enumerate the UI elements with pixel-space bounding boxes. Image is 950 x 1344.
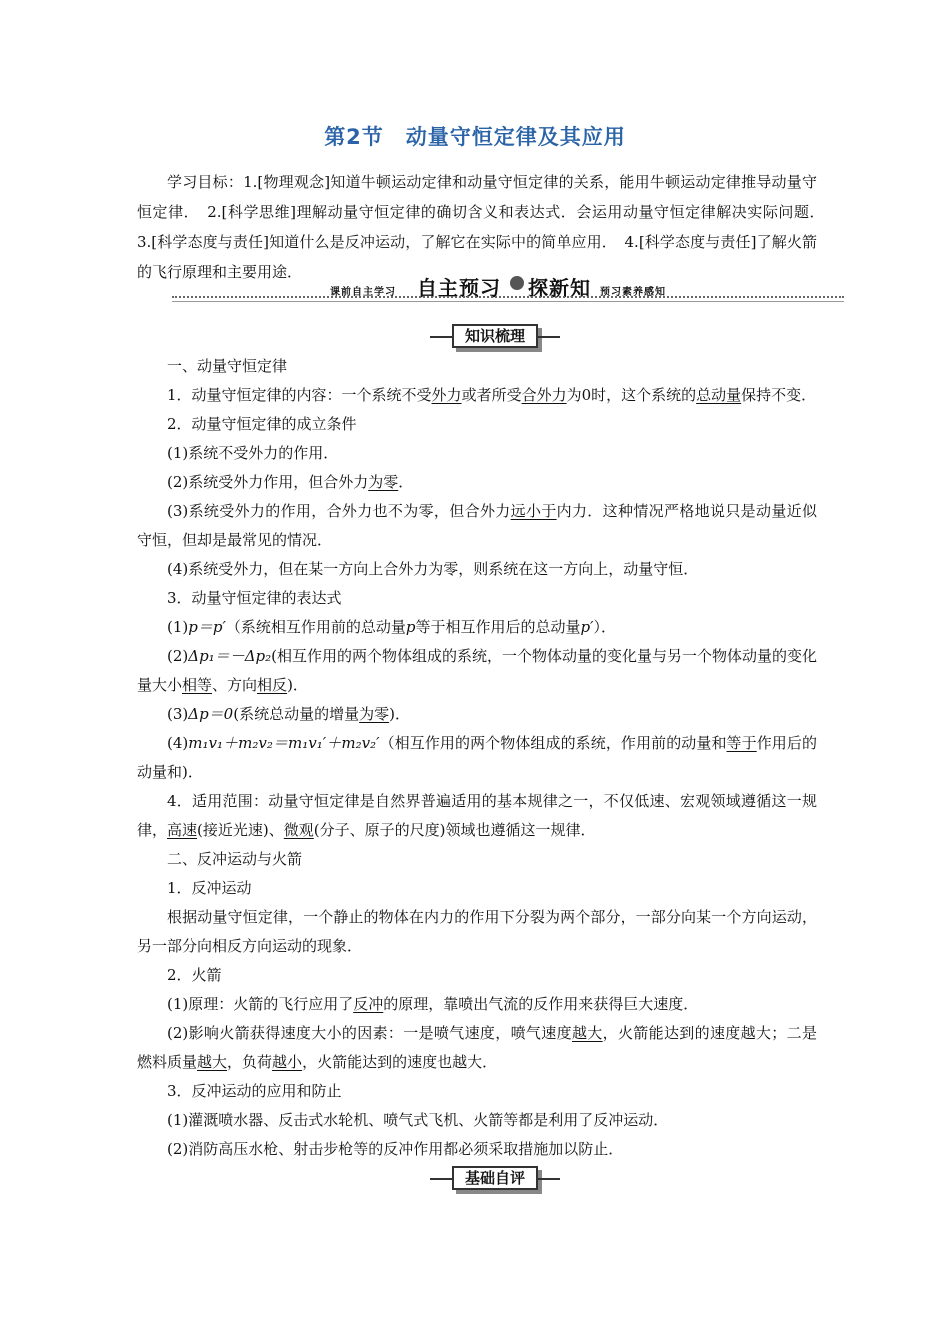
banner-divider	[172, 296, 844, 302]
page-title: 第2节 动量守恒定律及其应用	[324, 125, 626, 149]
paragraph-16: (1)原理：火箭的飞行应用了反冲的原理，靠喷出气流的反作用来获得巨大速度．	[167, 995, 699, 1013]
banner-left-text: 课前自主学习	[330, 287, 396, 298]
paragraph-4: (2)系统受外力作用，但合外力为零．	[167, 473, 414, 491]
paragraph-7: 3．动量守恒定律的表达式	[167, 589, 342, 607]
tag-line-left	[430, 336, 452, 338]
paragraph-19: (1)灌溉喷水器、反击式水轮机、喷气式飞机、火箭等都是利用了反冲运动．	[167, 1111, 669, 1129]
main-content	[137, 352, 817, 1164]
heading-1: 一、动量守恒定律	[167, 357, 288, 375]
learning-goals: 学习目标：1.[物理观念]知道牛顿运动定律和动量守恒定律的关系，能用牛顿运动定律推导动量守恒定律． 2.[科学思维]理解动量守恒定律的确切含义和表达式．会运用动量守恒定律解决实际问题． 3.[科学态度与责任]知道什么是反冲运动，了解它在实际中的简单应用． 4.[科学态度与责任]了解火箭的飞行原理和主要用途．	[137, 173, 833, 281]
tag-line-right	[538, 1178, 560, 1180]
banner-right-text: 预习素养感知	[600, 287, 666, 298]
paragraph-1: 1．动量守恒定律的内容：一个系统不受外力或者所受合外力为0时，这个系统的总动量保持不变．	[167, 386, 817, 404]
section-title-knowledge: 知识梳理	[452, 324, 538, 348]
formula-3: (3)Δp＝0(系统总动量的增量为零)．	[167, 705, 410, 723]
section-title-self-assessment: 基础自评	[452, 1166, 538, 1190]
heading-2: 二、反冲运动与火箭	[167, 850, 303, 868]
formula-4: (4)m₁v₁＋m₂v₂＝m₁v₁′＋m₂v₂′（相互作用的两个物体组成的系统，作用前的动量和等于作用后的动量和)．	[137, 734, 817, 781]
banner-main-text: 自主预习	[417, 276, 501, 300]
paragraph-2: 2．动量守恒定律的成立条件	[167, 415, 357, 433]
section-banner	[172, 272, 844, 302]
paragraph-17: (2)影响火箭获得速度大小的因素：一是喷气速度，喷气速度越大，火箭能达到的速度越大；二是燃料质量越大，负荷越小，火箭能达到的速度也越大．	[137, 1024, 817, 1071]
paragraph-18: 3．反冲运动的应用和防止	[167, 1082, 342, 1100]
section-tag-knowledge	[430, 324, 560, 348]
paragraph-3: (1)系统不受外力的作用．	[167, 444, 339, 462]
paragraph-13: 1．反冲运动	[167, 879, 252, 897]
paragraph-5: (3)系统受外力的作用，合外力也不为零，但合外力远小于内力．这种情况严格地说只是动量近似守恒，但却是最常见的情况．	[137, 502, 817, 549]
banner-main-text-2: 探新知	[528, 276, 591, 300]
formula-2: (2)Δp₁＝－Δp₂(相互作用的两个物体组成的系统，一个物体动量的变化量与另一个物体动量的变化量大小相等、方向相反)．	[137, 647, 818, 694]
paragraph-20: (2)消防高压水枪、射击步枪等的反冲作用都必须采取措施加以防止．	[167, 1140, 624, 1158]
tag-line-right	[538, 336, 560, 338]
section-tag-self-assessment	[430, 1166, 560, 1190]
paragraph-6: (4)系统受外力，但在某一方向上合外力为零，则系统在这一方向上，动量守恒．	[167, 560, 699, 578]
tag-line-left	[430, 1178, 452, 1180]
paragraph-scope: 4．适用范围：动量守恒定律是自然界普遍适用的基本规律之一，不仅低速、宏观领域遵循这一规律，高速(接近光速)、微观(分子、原子的尺度)领域也遵循这一规律．	[137, 792, 817, 839]
paragraph-14: 根据动量守恒定律，一个静止的物体在内力的作用下分裂为两个部分，一部分向某一个方向运动，另一部分向相反方向运动的现象．	[137, 908, 817, 955]
banner-dot-icon	[510, 276, 524, 290]
paragraph-15: 2．火箭	[167, 966, 222, 984]
formula-1: (1)p＝p′（系统相互作用前的总动量p等于相互作用后的总动量p′）．	[167, 618, 617, 636]
